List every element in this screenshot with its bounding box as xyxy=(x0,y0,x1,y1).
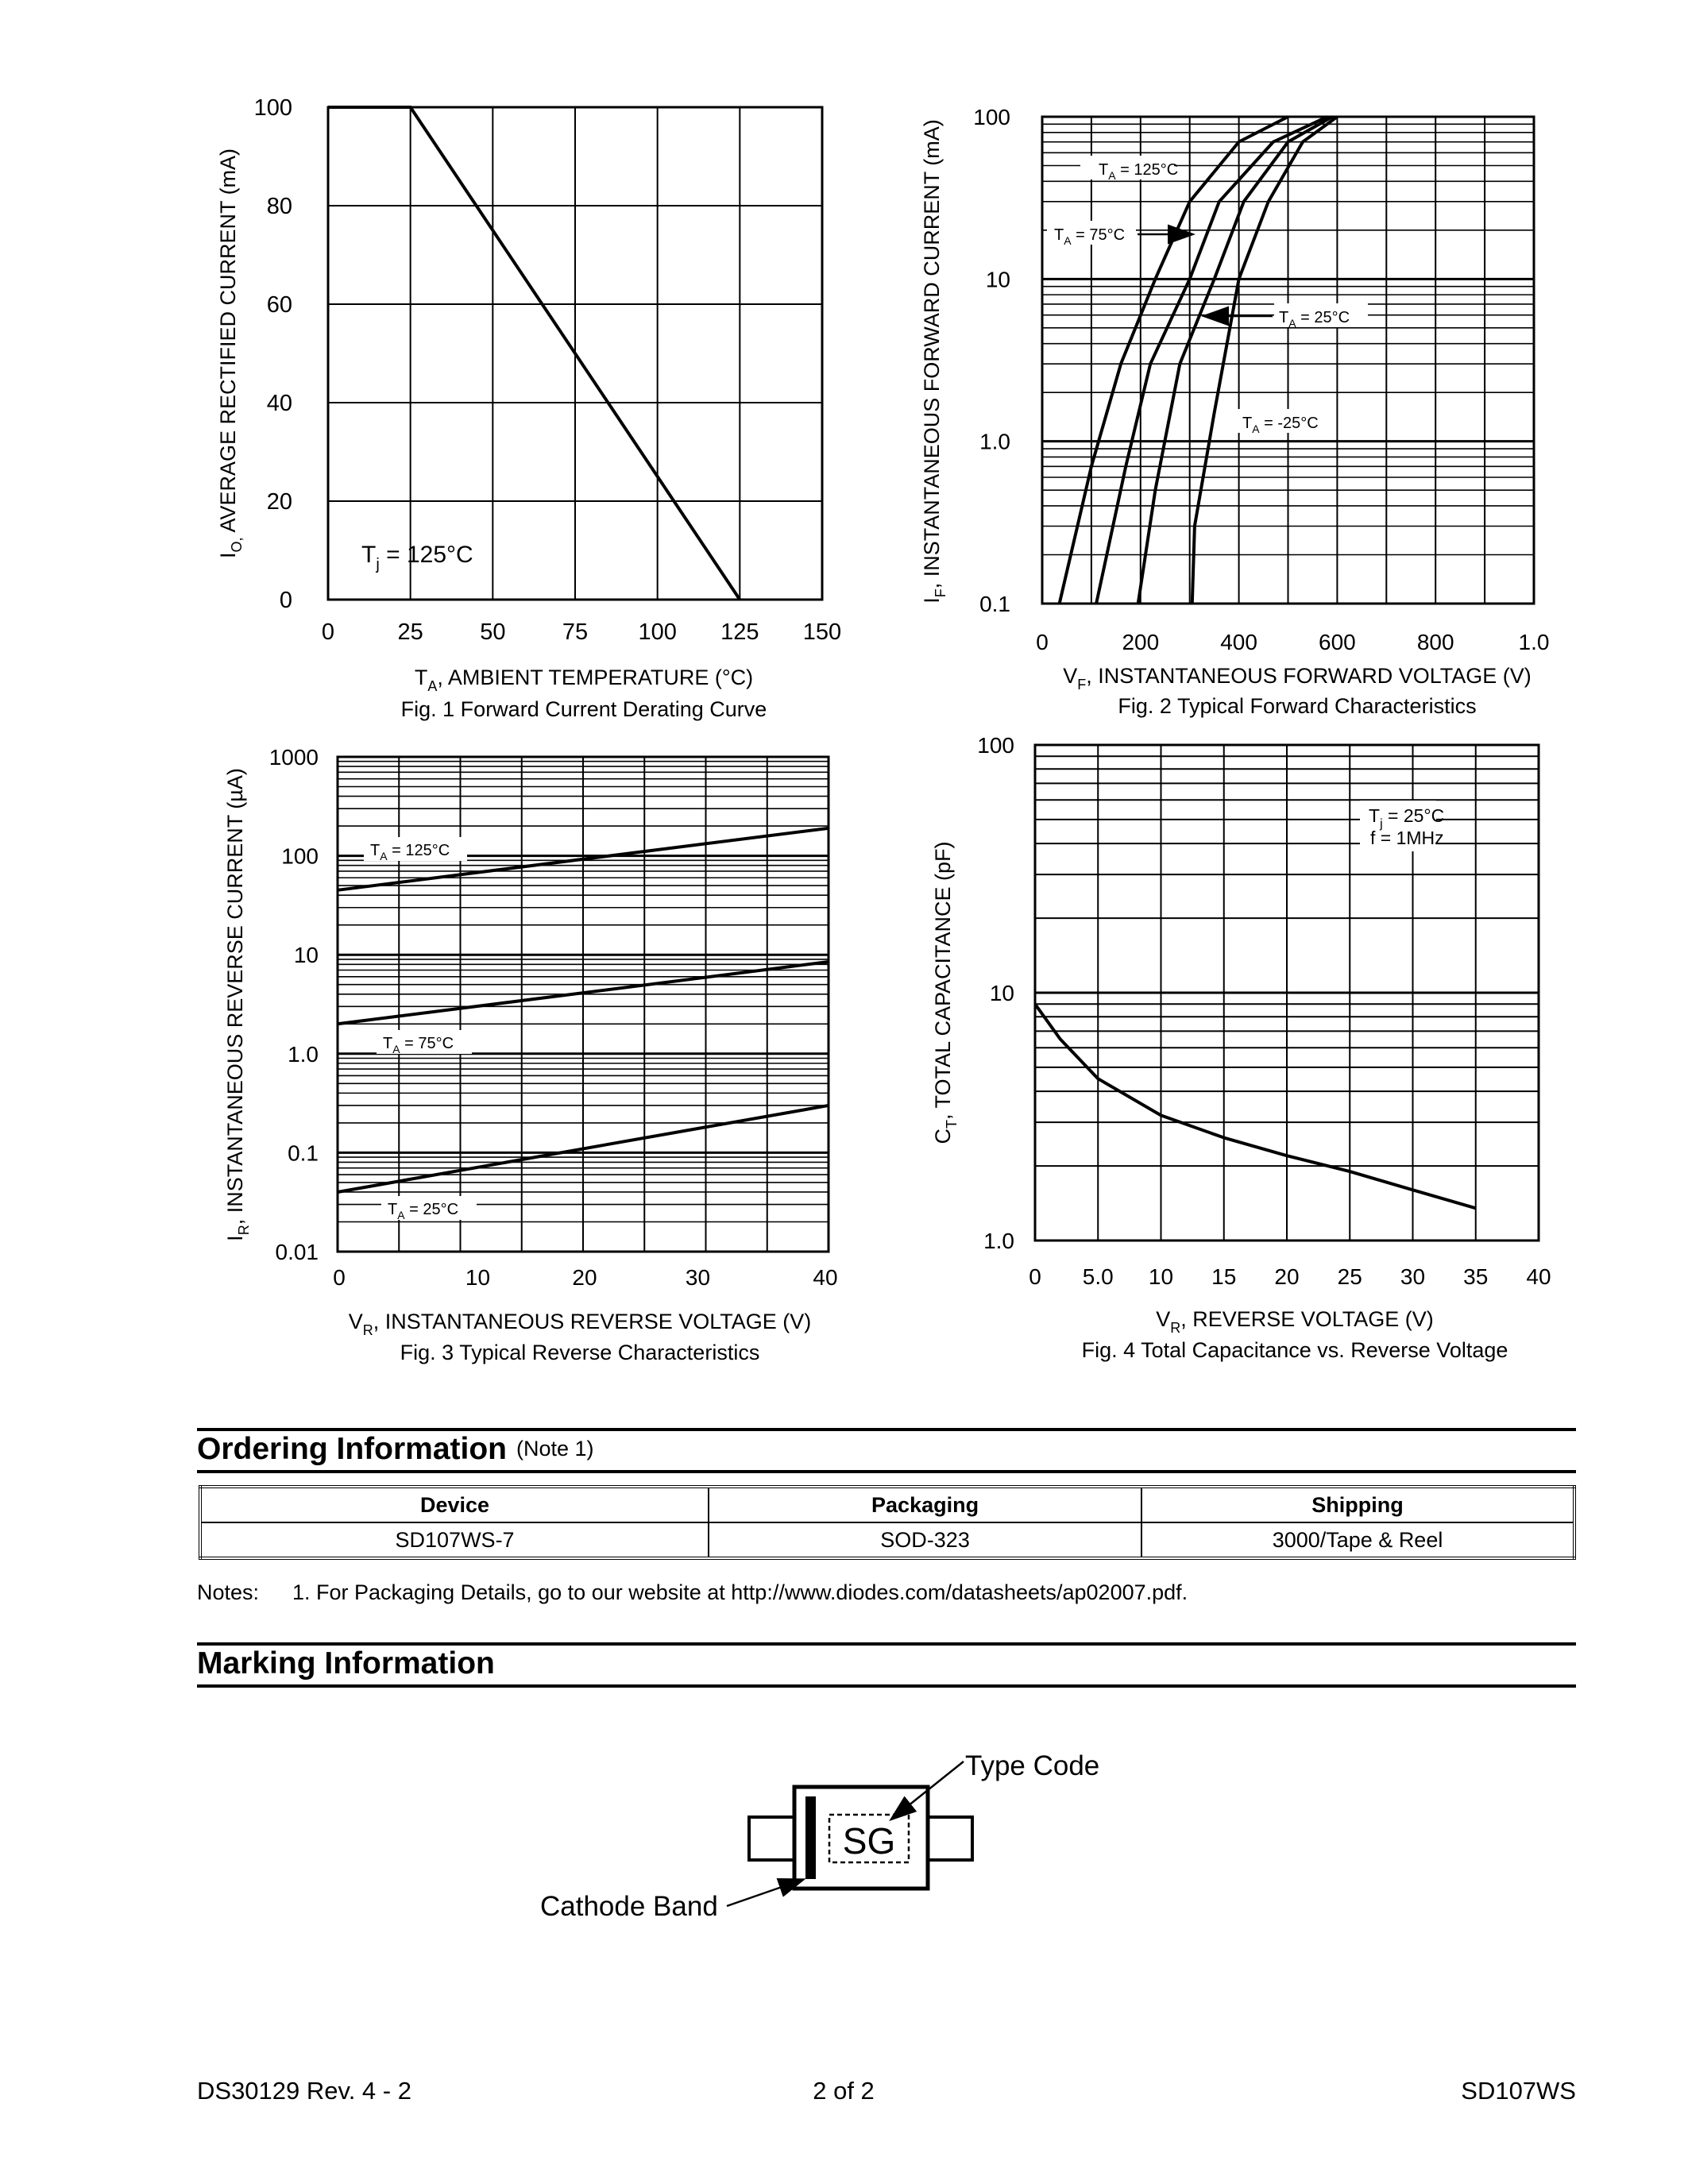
fig2-y-tick: 0.1 xyxy=(979,592,1010,616)
fig2-y-tick: 100 xyxy=(973,105,1010,129)
fig4-x-tick: 25 xyxy=(1337,1264,1362,1289)
notes xyxy=(197,1580,1188,1605)
fig1-x-tick: 50 xyxy=(480,619,506,645)
fig1-y-tick: 0 xyxy=(279,588,292,613)
fig4-series xyxy=(1035,1004,1476,1208)
fig2-y-axis-label: $I_F$, INSTANTANEOUS FORWARD CURRENT (mA) xyxy=(920,119,948,604)
footer-part-number: SD107WS xyxy=(1461,2077,1576,2105)
fig1-chart xyxy=(216,95,841,721)
fig4-series-line-0 xyxy=(1035,1004,1476,1208)
fig1-x-tick: 0 xyxy=(321,619,335,645)
fig2-x-tick: 1.0 xyxy=(1518,630,1550,654)
fig3-x-tick: 10 xyxy=(465,1265,491,1290)
fig2-label-minus25 xyxy=(1236,409,1333,435)
fig4-y-axis-label: $C_T$, TOTAL CAPACITANCE (pF) xyxy=(931,841,960,1144)
ordering-bottom-rule xyxy=(197,1470,1576,1473)
fig2-y-tick: 1.0 xyxy=(979,429,1010,454)
ordering-header-row xyxy=(200,1487,1574,1522)
fig1-y-tick: 100 xyxy=(253,95,292,121)
fig1-y-tick: 60 xyxy=(266,292,292,318)
fig4-x-tick: 15 xyxy=(1211,1264,1237,1289)
fig3-chart xyxy=(223,745,838,1364)
notes-label: Notes: xyxy=(197,1580,260,1604)
svg-text:TA = 25°C: $T_A = 25^\circ C$ xyxy=(1279,309,1350,330)
fig2-series xyxy=(1060,117,1338,604)
ordering-table xyxy=(199,1485,1576,1560)
marking-diagram xyxy=(540,1750,1099,1922)
footer-page-number: 2 of 2 xyxy=(813,2077,875,2105)
fig2-label-125 xyxy=(1080,156,1178,182)
fig3-label-25 xyxy=(381,1196,477,1221)
fig4-chart xyxy=(931,733,1551,1362)
fig1-y-ticks xyxy=(254,95,292,613)
svg-text:TA = -25°C: $T_A = -25^\circ C$ xyxy=(1242,415,1319,435)
fig3-y-ticks xyxy=(269,745,319,1264)
fig3-x-tick: 30 xyxy=(685,1265,711,1290)
fig4-x-tick: 40 xyxy=(1526,1264,1551,1289)
fig3-y-tick: 0.01 xyxy=(275,1240,319,1264)
fig2-y-ticks xyxy=(973,105,1010,616)
fig3-y-axis-label: $I_R$, INSTANTANEOUS REVERSE CURRENT (µA) xyxy=(223,768,252,1241)
fig4-y-ticks xyxy=(977,733,1014,1253)
fig4-x-tick: 0 xyxy=(1029,1264,1041,1289)
cell-device: SD107WS-7 xyxy=(200,1522,709,1558)
fig1-caption: Fig. 1 Forward Current Derating Curve xyxy=(400,697,767,721)
fig2-x-tick: 800 xyxy=(1416,630,1454,654)
fig3-y-tick: 10 xyxy=(293,943,319,968)
fig4-y-tick: 100 xyxy=(977,733,1014,758)
marking-right-lead xyxy=(926,1817,972,1860)
fig4-caption: Fig. 4 Total Capacitance vs. Reverse Voltage xyxy=(1081,1338,1508,1362)
fig3-label-75 xyxy=(377,1030,472,1055)
fig4-x-tick: 5.0 xyxy=(1082,1264,1114,1289)
fig3-x-tick: 0 xyxy=(333,1265,346,1290)
fig4-x-tick: 20 xyxy=(1274,1264,1300,1289)
fig2-caption: Fig. 2 Typical Forward Characteristics xyxy=(1118,694,1477,718)
fig2-x-ticks xyxy=(1036,630,1549,654)
fig1-y-tick: 20 xyxy=(266,489,292,515)
fig4-x-ticks xyxy=(1029,1264,1551,1289)
cathode-leader xyxy=(727,1880,802,1906)
fig3-y-tick: 1000 xyxy=(268,745,319,770)
fig3-x-ticks xyxy=(333,1265,837,1290)
fig1-y-tick: 80 xyxy=(266,194,292,219)
table-row xyxy=(200,1522,1574,1558)
fig4-y-tick: 1.0 xyxy=(983,1229,1014,1253)
type-code-label: Type Code xyxy=(965,1750,1100,1781)
fig4-x-tick: 30 xyxy=(1400,1264,1426,1289)
fig3-x-axis-label: $V_R$, INSTANTANEOUS REVERSE VOLTAGE (V) xyxy=(348,1310,812,1338)
marking-code: SG xyxy=(842,1820,896,1862)
fig1-x-tick: 125 xyxy=(720,619,759,645)
fig4-x-tick: 10 xyxy=(1148,1264,1174,1289)
fig2-x-tick: 600 xyxy=(1319,630,1356,654)
col-shipping: Shipping xyxy=(1141,1487,1574,1522)
fig1-series xyxy=(328,107,740,600)
fig2-grid xyxy=(1042,117,1534,604)
fig1-x-tick: 100 xyxy=(638,619,677,645)
marking-left-lead xyxy=(749,1817,795,1860)
fig1-x-tick: 25 xyxy=(397,619,423,645)
fig3-caption: Fig. 3 Typical Reverse Characteristics xyxy=(400,1341,760,1364)
fig2-series-line-1 xyxy=(1096,117,1327,604)
svg-text:f = 1MHz: f = 1MHz xyxy=(1370,828,1444,848)
marking-bottom-rule xyxy=(197,1684,1576,1688)
fig1-x-tick: 75 xyxy=(562,619,589,645)
fig3-x-tick: 40 xyxy=(813,1265,838,1290)
svg-text:TA = 75°C: $T_A = 75^\circ C$ xyxy=(383,1035,454,1055)
fig3-label-125 xyxy=(364,837,467,862)
fig4-annotation xyxy=(1360,801,1444,851)
fig1-annotation: $T_j = 125^\circ C$ xyxy=(361,542,473,573)
svg-text:TA = 75°C: $T_A = 75^\circ C$ xyxy=(1054,226,1126,247)
cell-packaging: SOD-323 xyxy=(709,1522,1141,1558)
fig2-x-tick: 400 xyxy=(1220,630,1257,654)
fig3-grid xyxy=(338,757,829,1252)
ordering-top-rule xyxy=(197,1428,1576,1431)
fig2-x-axis-label: $V_F$, INSTANTANEOUS FORWARD VOLTAGE (V) xyxy=(1063,664,1532,693)
fig3-x-tick: 20 xyxy=(572,1265,597,1290)
fig1-x-axis-label: $T_A$, AMBIENT TEMPERATURE (°C) xyxy=(414,666,754,694)
fig2-series-line-3 xyxy=(1192,117,1338,604)
fig1-x-ticks xyxy=(322,619,841,645)
note-1: 1. For Packaging Details, go to our website at http://www.diodes.com/datasheets/ap02007.pdf. xyxy=(292,1580,1188,1604)
fig2-chart xyxy=(920,105,1549,718)
svg-text:TA = 125°C: $T_A = 125^\circ C$ xyxy=(1099,161,1179,182)
cell-shipping: 3000/Tape & Reel xyxy=(1141,1522,1574,1558)
fig4-x-tick: 35 xyxy=(1463,1264,1489,1289)
svg-text:TA = 25°C: $T_A = 25^\circ C$ xyxy=(388,1201,459,1221)
col-packaging: Packaging xyxy=(709,1487,1141,1522)
footer-doc-id: DS30129 Rev. 4 - 2 xyxy=(197,2077,411,2105)
fig2-y-tick: 10 xyxy=(985,267,1010,292)
fig1-y-tick: 40 xyxy=(266,391,292,416)
fig3-y-tick: 1.0 xyxy=(288,1041,319,1067)
ordering-title: Ordering Information (Note 1) xyxy=(197,1432,594,1466)
fig4-grid xyxy=(1035,745,1539,1241)
fig2-series-line-2 xyxy=(1138,117,1333,604)
marking-title: Marking Information xyxy=(197,1646,495,1680)
fig2-x-tick: 200 xyxy=(1122,630,1160,654)
marking-top-rule xyxy=(197,1642,1576,1646)
fig1-x-tick: 150 xyxy=(802,619,842,645)
ordering-note-ref: (Note 1) xyxy=(516,1437,594,1461)
col-device: Device xyxy=(200,1487,709,1522)
cathode-band xyxy=(805,1796,816,1879)
svg-text:TA = 125°C: $T_A = 125^\circ C$ xyxy=(370,842,450,862)
fig3-y-tick: 0.1 xyxy=(288,1140,319,1166)
fig4-x-axis-label: $V_R$, REVERSE VOLTAGE (V) xyxy=(1156,1307,1434,1336)
svg-text:Tj = 25°C: $T_j = 25^\circ C$ xyxy=(1369,805,1445,831)
fig1-derating-line xyxy=(328,107,740,600)
fig2-x-tick: 0 xyxy=(1036,630,1049,654)
fig3-y-tick: 100 xyxy=(281,843,319,869)
cathode-band-label: Cathode Band xyxy=(540,1891,718,1922)
fig4-y-tick: 10 xyxy=(989,981,1014,1005)
fig1-y-axis-label: $I_{O,}$ AVERAGE RECTIFIED CURRENT (mA) xyxy=(216,148,245,559)
